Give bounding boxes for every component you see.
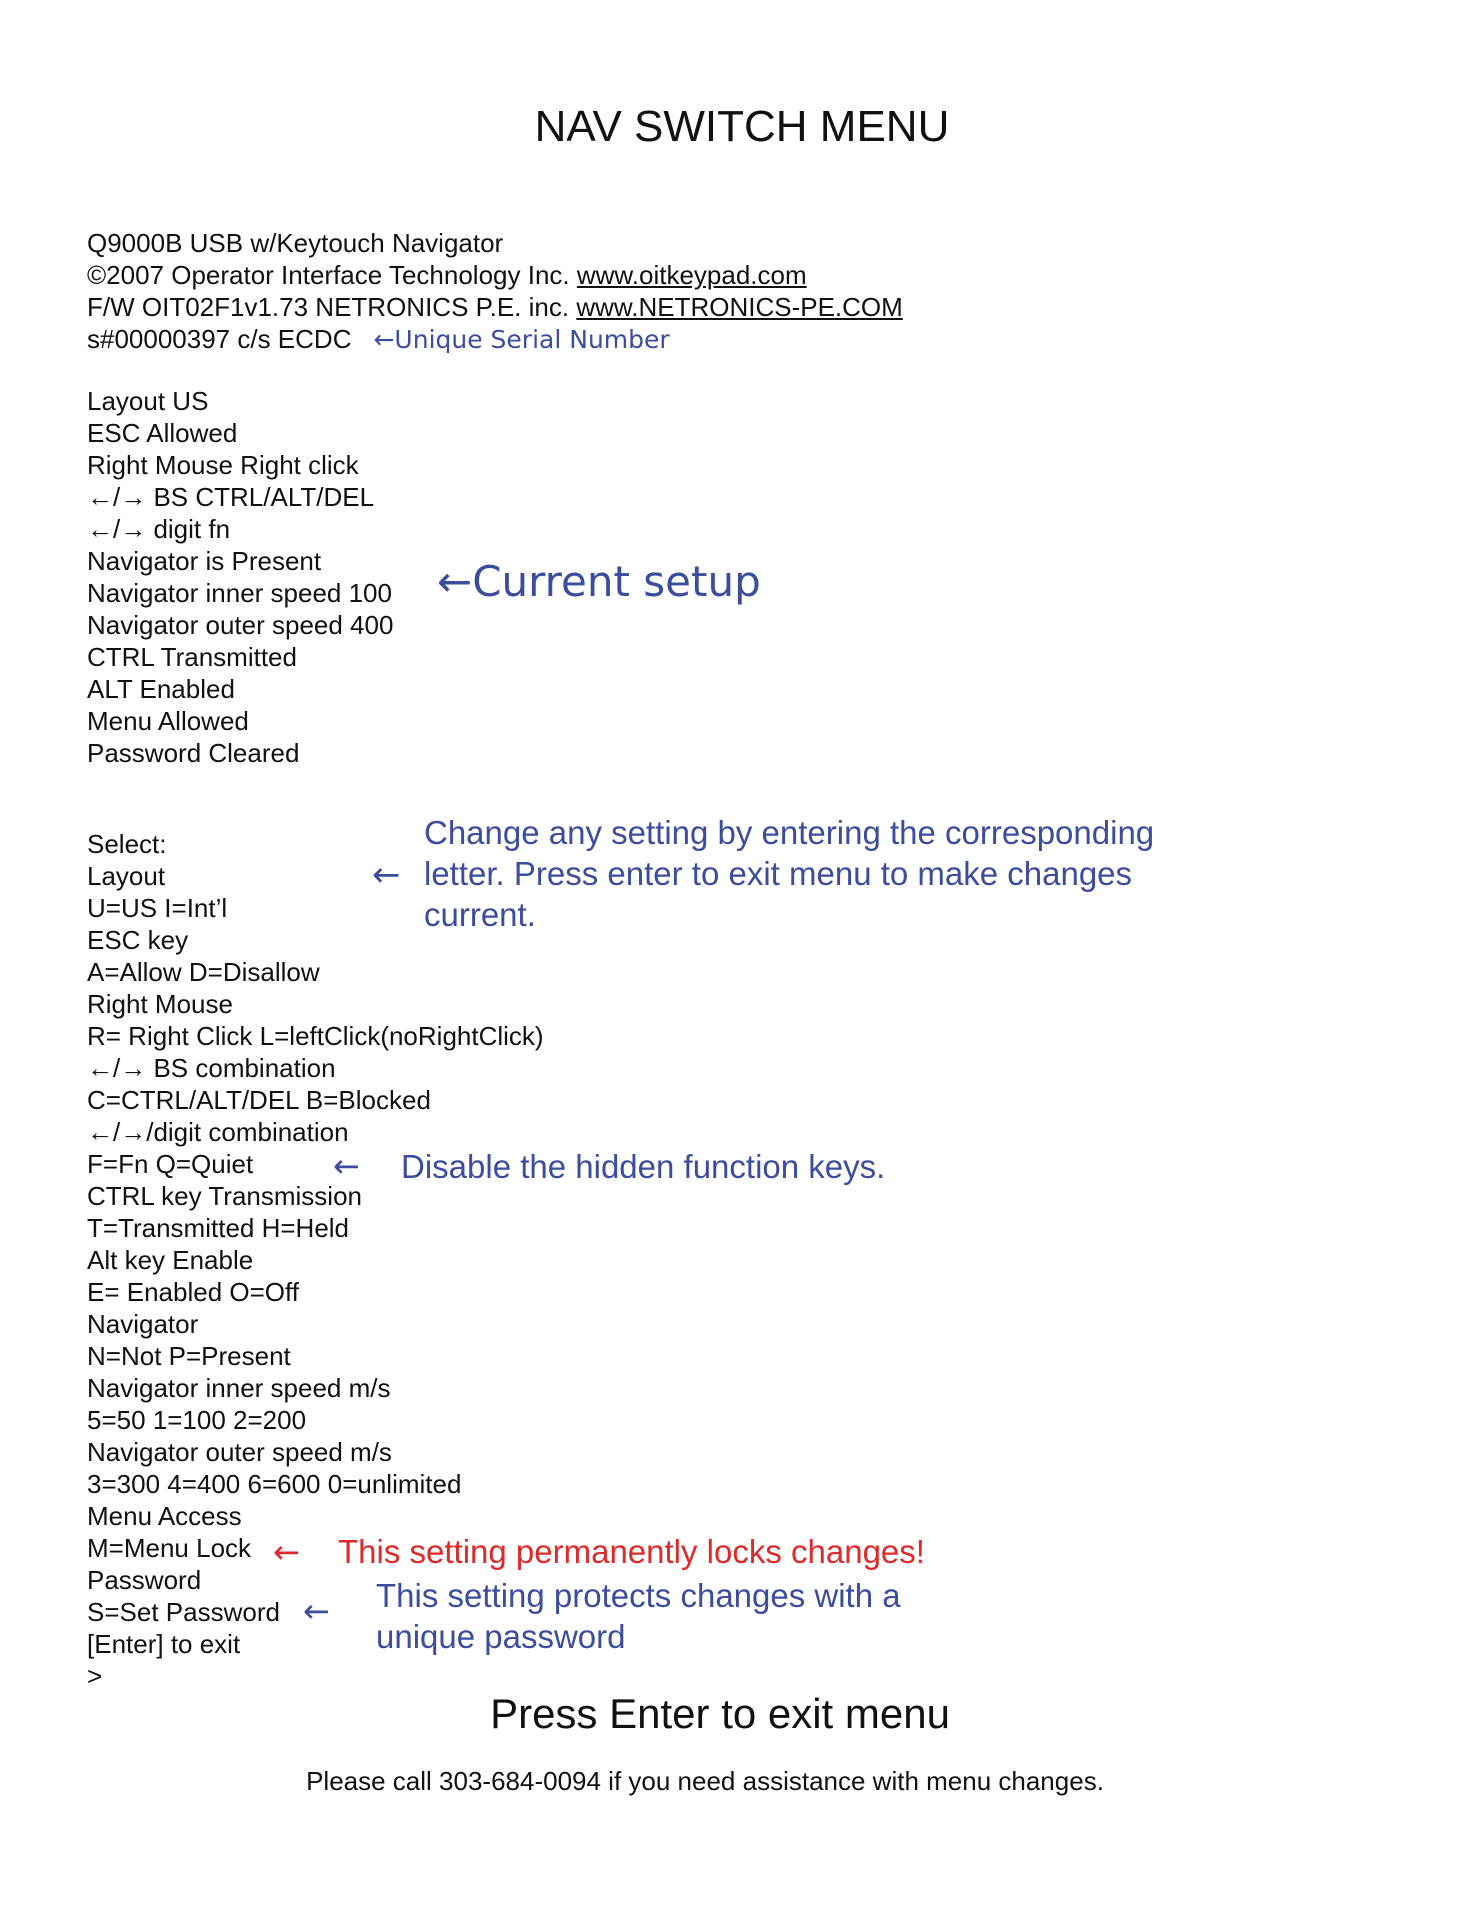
device-info	[87, 227, 903, 356]
menu-line: M=Menu Lock	[87, 1533, 252, 1563]
setup-item: Right Mouse Right click	[87, 450, 359, 480]
current-setup-list	[87, 385, 393, 769]
setup-item: ALT Enabled	[87, 674, 235, 704]
menu-line: Right Mouse	[87, 989, 233, 1019]
pw-note-arrow: ←	[303, 1592, 330, 1630]
netronics-link[interactable]: www.NETRONICS-PE.COM	[576, 292, 903, 322]
menu-line: T=Transmitted H=Held	[87, 1213, 350, 1243]
password-note: This setting protects changes with a unique password	[376, 1577, 901, 1655]
setup-item: Navigator is Present	[87, 546, 322, 576]
setup-item: Layout US	[87, 386, 209, 416]
help-line: Please call 303-684-0094 if you need assistance with menu changes.	[306, 1766, 1104, 1796]
page-title: NAV SWITCH MENU	[534, 102, 950, 151]
setup-item: Password Cleared	[87, 738, 300, 768]
menu-line: ←/→/digit combination	[87, 1117, 349, 1147]
copyright-line: ©2007 Operator Interface Technology Inc. www.oitkeypad.com	[87, 260, 807, 290]
change-note: Change any setting by entering the corresponding letter. Press enter to exit menu to make changes current.	[424, 814, 1155, 933]
menu-line: Navigator	[87, 1309, 199, 1339]
menu-line: Select:	[87, 829, 167, 859]
menu-line: U=US I=Int’l	[87, 893, 228, 923]
menu-line: 5=50 1=100 2=200	[87, 1405, 307, 1435]
menu-line: ←/→ BS combination	[87, 1053, 336, 1083]
serial-line: s#00000397 c/s ECDC ←Unique Serial Number	[87, 324, 670, 354]
menu-line: ESC key	[87, 925, 189, 955]
serial-note: ←Unique Serial Number	[373, 325, 670, 354]
menu-line: S=Set Password	[87, 1597, 280, 1627]
menu-line: Menu Access	[87, 1501, 242, 1531]
setup-item: ←/→ BS CTRL/ALT/DEL	[87, 482, 375, 512]
menu-line: Password	[87, 1565, 202, 1595]
exit-instruction: Press Enter to exit menu	[490, 1690, 950, 1737]
menu-line: >	[87, 1661, 103, 1691]
change-note-arrow: ←	[372, 855, 401, 895]
menu-line: E= Enabled O=Off	[87, 1277, 299, 1307]
menu-line: Navigator outer speed m/s	[87, 1437, 392, 1467]
menu-line: N=Not P=Present	[87, 1341, 291, 1371]
lock-note-arrow: ←	[273, 1533, 300, 1571]
setup-item: ESC Allowed	[87, 418, 238, 448]
menu-line: Alt key Enable	[87, 1245, 254, 1275]
setup-item: Menu Allowed	[87, 706, 249, 736]
setup-item: Navigator outer speed 400	[87, 610, 394, 640]
fn-note-arrow: ←	[333, 1147, 360, 1185]
current-setup-note: ←Current setup	[437, 557, 761, 606]
setup-item: CTRL Transmitted	[87, 642, 297, 672]
menu-line: R= Right Click L=leftClick(noRightClick)	[87, 1021, 544, 1051]
lock-warning: This setting permanently locks changes!	[338, 1533, 925, 1570]
menu-line: A=Allow D=Disallow	[87, 957, 320, 987]
menu-line: Layout	[87, 861, 166, 891]
firmware-line: F/W OIT02F1v1.73 NETRONICS P.E. inc. www.NETRONICS-PE.COM	[87, 292, 903, 322]
menu-line: CTRL key Transmission	[87, 1181, 362, 1211]
device-model: Q9000B USB w/Keytouch Navigator	[87, 228, 504, 258]
setup-item: Navigator inner speed 100	[87, 578, 392, 608]
menu-line: 3=300 4=400 6=600 0=unlimited	[87, 1469, 462, 1499]
setup-item: ←/→ digit fn	[87, 514, 231, 544]
menu-line: C=CTRL/ALT/DEL B=Blocked	[87, 1085, 431, 1115]
fn-note: Disable the hidden function keys.	[401, 1148, 886, 1185]
oitkeypad-link[interactable]: www.oitkeypad.com	[576, 260, 807, 290]
menu-line: F=Fn Q=Quiet	[87, 1149, 254, 1179]
menu-line: [Enter] to exit	[87, 1629, 241, 1659]
menu-line: Navigator inner speed m/s	[87, 1373, 391, 1403]
